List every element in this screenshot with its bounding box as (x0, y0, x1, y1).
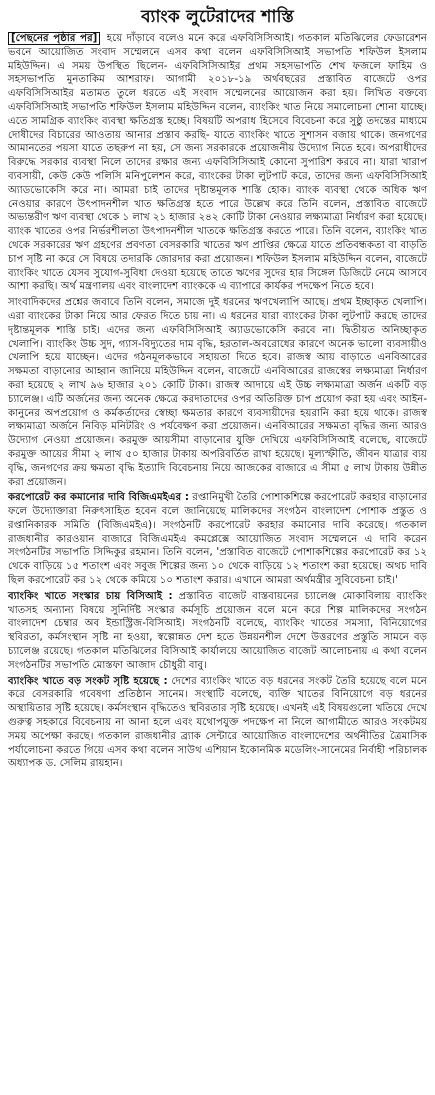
continued-from-back-page-tag: [পেছনের পৃষ্ঠার পর] (8, 32, 100, 45)
body-paragraph: সাংবাদিকদের প্রশ্নের জবাবে তিনি বলেন, সমাজে দুই ধরনের ঋণখেলাপি আছে। প্রথম ইচ্ছাকৃত খেলাপি। এরা ব্যাংকের টাকা নিয়ে আর ফেরত দিতে চায় না। এ ধরনের যারা ব্যাংকের টাকা লুটপাট করছে তাদের দৃষ্টান্তমূলক শাস্তি চাই। এদের জন্য এফবিসিসিআই অ্যাডভোকেসি করবে না। দ্বিতীয়ত অনিচ্ছাকৃত খেলাপি। ব্যাংকিং উচ্চ সুদ, গ্যাস-বিদ্যুতের দাম বৃদ্ধি, হরতাল-অবরোধের কারণে অনেক ভালো ব্যবসায়ীও খেলাপি হয়ে যাচ্ছেন। এদের গঠনমূলকভাবে সহায়তা দিতে হবে। রাজস্ব আয় বাড়াতে এনবিআরের সক্ষমতা বাড়ানোর আহ্বান জানিয়ে মহিউদ্দিন বলেন, বাজেটে এনবিআরের রাজস্বের লক্ষ্যমাত্রা নির্ধারণ করা হয়েছে ২ লাখ ৯৬ হাজার ২০১ কোটি টাকা। রাজস্ব আদায়ে এই উচ্চ লক্ষ্যমাত্রা অর্জন একটি বড় চ্যালেঞ্জ। এটি অর্জনের জন্য অনেক ক্ষেত্রে করদাতাদের ওপর অতিরিক্ত চাপ প্রয়োগ করা হয় এবং আইন-কানুনের অপপ্রয়োগ ও কর্মকর্তাদের স্বেচ্ছা ক্ষমতার কারণে ব্যবসায়ীদের হয়রানি করা হয়ে থাকে। রাজস্ব লক্ষ্যমাত্রা অর্জনে নিবিড় মনিটরিং ও পর্যবেক্ষণ করা প্রয়োজন। এনবিআরের সক্ষমতা বৃদ্ধির জন্য আরও উদ্যোগ নেওয়া প্রয়োজন। করমুক্ত আয়সীমা বাড়ানোর যুক্তি দেখিয়ে এফবিসিসিআই বলেছে, বাজেটে করমুক্ত আয়ের সীমা ২ লাখ ৫০ হাজার টাকায় অপরিবর্তিত রাখা হয়েছে। মূল্যস্ফীতি, জীবন যাত্রার ব্যয় বৃদ্ধি, জনগণের ক্রয় ক্ষমতা বৃদ্ধি ইত্যাদি বিবেচনায় নিয়ে আজকের বাজারে এ সীমা ৫ লাখ টাকায় উন্নীত করা প্রয়োজন। (8, 297, 428, 488)
section-text: রপ্তানিমুখী তৈরি পোশাকশিল্পে করপোরেট করহার বাড়ানোর ফলে উদ্যোক্তারা নিরুৎসাহিত হবেন বলে জানিয়েছে মালিকদের সংগঠন বাংলাদেশ পোশাক প্রস্তুত ও রপ্তানিকারক সমিতি (বিজিএমইএ)। সংগঠনটি করপোরেট করহার কমানোর দাবি করেছে। গতকাল রাজধানীর কারওয়ান বাজারে বিজিএমইএ কমপ্লেক্সে আয়োজিত সংবাদ সম্মেলনে এ দাবি করেন সংগঠনটির সভাপতি সিদ্দিকুর রহমান। তিনি বলেন, 'প্রস্তাবিত বাজেটে পোশাকশিল্পের করপোরেট কর ১২ থেকে বাড়িয়ে ১৫ শতাংশ এবং সবুজ শিল্পের জন্য ১০ থেকে বাড়িয়ে ১২ শতাংশ করা হয়েছে। অথচ দাবি ছিল করপোরেট কর ১২ থেকে কমিয়ে ১০ শতাংশ করার। এখানে আমরা অর্থমন্ত্রীর সুবিবেচনা চাই।' (8, 492, 427, 587)
section-banking-crisis (8, 675, 427, 772)
section-corporate-tax (8, 491, 427, 588)
section-text: দেশের ব্যাংকিং খাতে বড় ধরনের সংকট তৈরি হয়েছে বলে মনে করে বেসরকারি গবেষণা প্রতিষ্ঠান সানেম। সংস্থাটি বলেছে, ব্যক্তি খাতের বিনিয়োগে বড় ধরনের অস্থায়িতার সৃষ্টি হয়েছে। কর্মসংস্থান বৃদ্ধিতেও স্থবিরতার সৃষ্টি হয়েছে। এখনই এই বিষয়গুলো খতিয়ে দেখে গুরুত্ব সহকারে বিবেচনায় না আনা হলে এবং যথোপযুক্ত পদক্ষেপ না নিলে আগামীতে আরও সংকটময় সময় অপেক্ষা করছে। গতকাল রাজধানীর ব্র্যাক সেন্টারে আয়োজিত বাংলাদেশের অর্থনীতির ত্রৈমাসিক পর্যালোচনা করতে গিয়ে এসব কথা বলেন সাউথ এশিয়ান ইকোনমিক মডেলিং-সানেমের নির্বাহী পরিচালক অধ্যাপক ড. সেলিম রায়হান। (8, 675, 427, 770)
section-subhead: ব্যাংকিং খাতে সংস্কার চায় বিসিআই : (8, 590, 173, 602)
intro-text: হয়ে দাঁড়াবে বলেও মনে করে এফবিসিসিআই। গতকাল মতিঝিলের ফেডারেশন ভবনে আয়োজিত সংবাদ সম্মেলনে এসব কথা বলেন এফবিসিসিআই সভাপতি শফিউল ইসলাম মহিউদ্দিন। এ সময় উপস্থিত ছিলেন- এফবিসিসিআইর প্রথম সহসভাপতি শেখ ফজলে ফাহিম ও সহসভাপতি মুনতাকিম আশরাফ। আগামী ২০১৮-১৯ অর্থবছরের প্রস্তাবিত বাজেটে ওপর এফবিসিসিআইর মতামত তুলে ধরতে এই সংবাদ সম্মেলনের আয়োজন করা হয়। লিখিত বক্তব্যে এফবিসিসিআই সভাপতি শফিউল ইসলাম মহিউদ্দিন বলেন, ব্যাংকিং খাত নিয়ে সমালোচনা শোনা যাচ্ছে। এতে সামগ্রিক ব্যাংকিং ব্যবস্থা ক্ষতিগ্রস্ত হচ্ছে। বিষয়টি অপরাধ হিসেবে বিবেচনা করে সুষ্ঠু তদন্তের মাধ্যমে দোষীদের বিচারের আওতায় আনার প্রস্তাব করছি- যাতে ব্যাংকিং খাতে সুশাসন বজায় থাকে। জনগণের আমানতের পয়সা যাতে তছরুপ না হয়, সে জন্য সরকারকে প্রয়োজনীয় উদ্যোগ নিতে হবে। অপরাধীদের বিরুদ্ধে সরকার ব্যবস্থা নিলে তাদের রক্ষার জন্য এফবিসিসিআই কোনো সুপারিশ করবে না। যারা খারাপ ব্যবসায়ী, কেউ কেউ পলিসি মনিপুলেশন করে, ব্যাংকের টাকা লুটপাট করে, তাদের জন্য এফবিসিসিআই অ্যাডভোকেসি করে না। আমরা চাই তাদের দৃষ্টান্তমূলক শাস্তি হোক। ব্যাংক ব্যবস্থা থেকে অধিক ঋণ নেওয়ার কারণে উৎপাদনশীল খাত ক্ষতিগ্রস্ত হতে পারে উল্লেখ করে তিনি বলেন, প্রস্তাবিত বাজেটে অভ্যন্তরীণ ঋণ ব্যবস্থা থেকে ১ লাখ ২১ হাজার ২৪২ কোটি টাকা নেওয়ার লক্ষ্যমাত্রা নির্ধারণ করা হয়েছে। ব্যাংক খাতের ওপর নির্ভরশীলতা উৎপাদনশীল খাতকে ক্ষতিগ্রস্ত করতে পারে। তিনি বলেন, ব্যাংকিং খাত থেকে সরকারের ঋণ গ্রহণের প্রবণতা বেসরকারি খাতের ঋণ প্রাপ্তির ক্ষেত্রে যাতে প্রতিবন্ধকতা বা বাড়তি চাপ সৃষ্টি না করে সে বিষয়ে তদারকি জোরদার করা প্রয়োজন। শফিউল ইসলাম মহিউদ্দিন বলেন, বাজেটে ব্যাংকিং খাতে যেসব সুযোগ-সুবিধা দেওয়া হয়েছে তাতে ঋণের সুদের হার সিঙ্গেল ডিজিটে নেমে আসবে আশা করছি। অর্থ মন্ত্রণালয় এবং বাংলাদেশ ব্যাংককে এ ব্যাপারে কার্যকর পদক্ষেপ নিতে হবে। (8, 33, 427, 293)
section-subhead: ব্যাংকিং খাতে বড় সংকট সৃষ্টি হয়েছে : (8, 675, 168, 687)
section-banking-reform (8, 590, 427, 673)
section-subhead: করপোরেট কর কমানোর দাবি বিজিএমইএর : (8, 492, 189, 504)
intro-paragraph (8, 32, 427, 294)
section-text: প্রস্তাবিত বাজেট বাস্তবায়নের চ্যালেঞ্জ মোকাবিলায় ব্যাংকিং খাতসহ অন্যান্য বিষয়ে সুনির্দিষ্ট সংস্কার কর্মসূচি প্রয়োজন বলে মনে করে শিল্প মালিকদের সংগঠন বাংলাদেশ চেম্বার অব ইন্ডাস্ট্রিজ-বিসিআই। সংগঠনটি বলেছে, ব্যাংকিং খাতের সমস্যা, বিনিয়োগের স্থবিরতা, কর্মসংস্থান সৃষ্টি না হওয়া, স্বল্পোন্নত দেশ হতে উন্নয়নশীল দেশে উত্তরণের প্রস্তুতি সামনে বড় চ্যালেঞ্জ রয়েছে। গতকাল মতিঝিলের বিসিআই কার্যালয়ে আয়োজিত বাজেট আলোচনায় এ কথা বলেন সংগঠনটির সভাপতি মোস্তফা আজাদ চৌধুরী বাবু। (8, 590, 427, 671)
article-body (8, 32, 427, 771)
article-headline: ব্যাংক লুটেরাদের শাস্তি (141, 7, 294, 27)
